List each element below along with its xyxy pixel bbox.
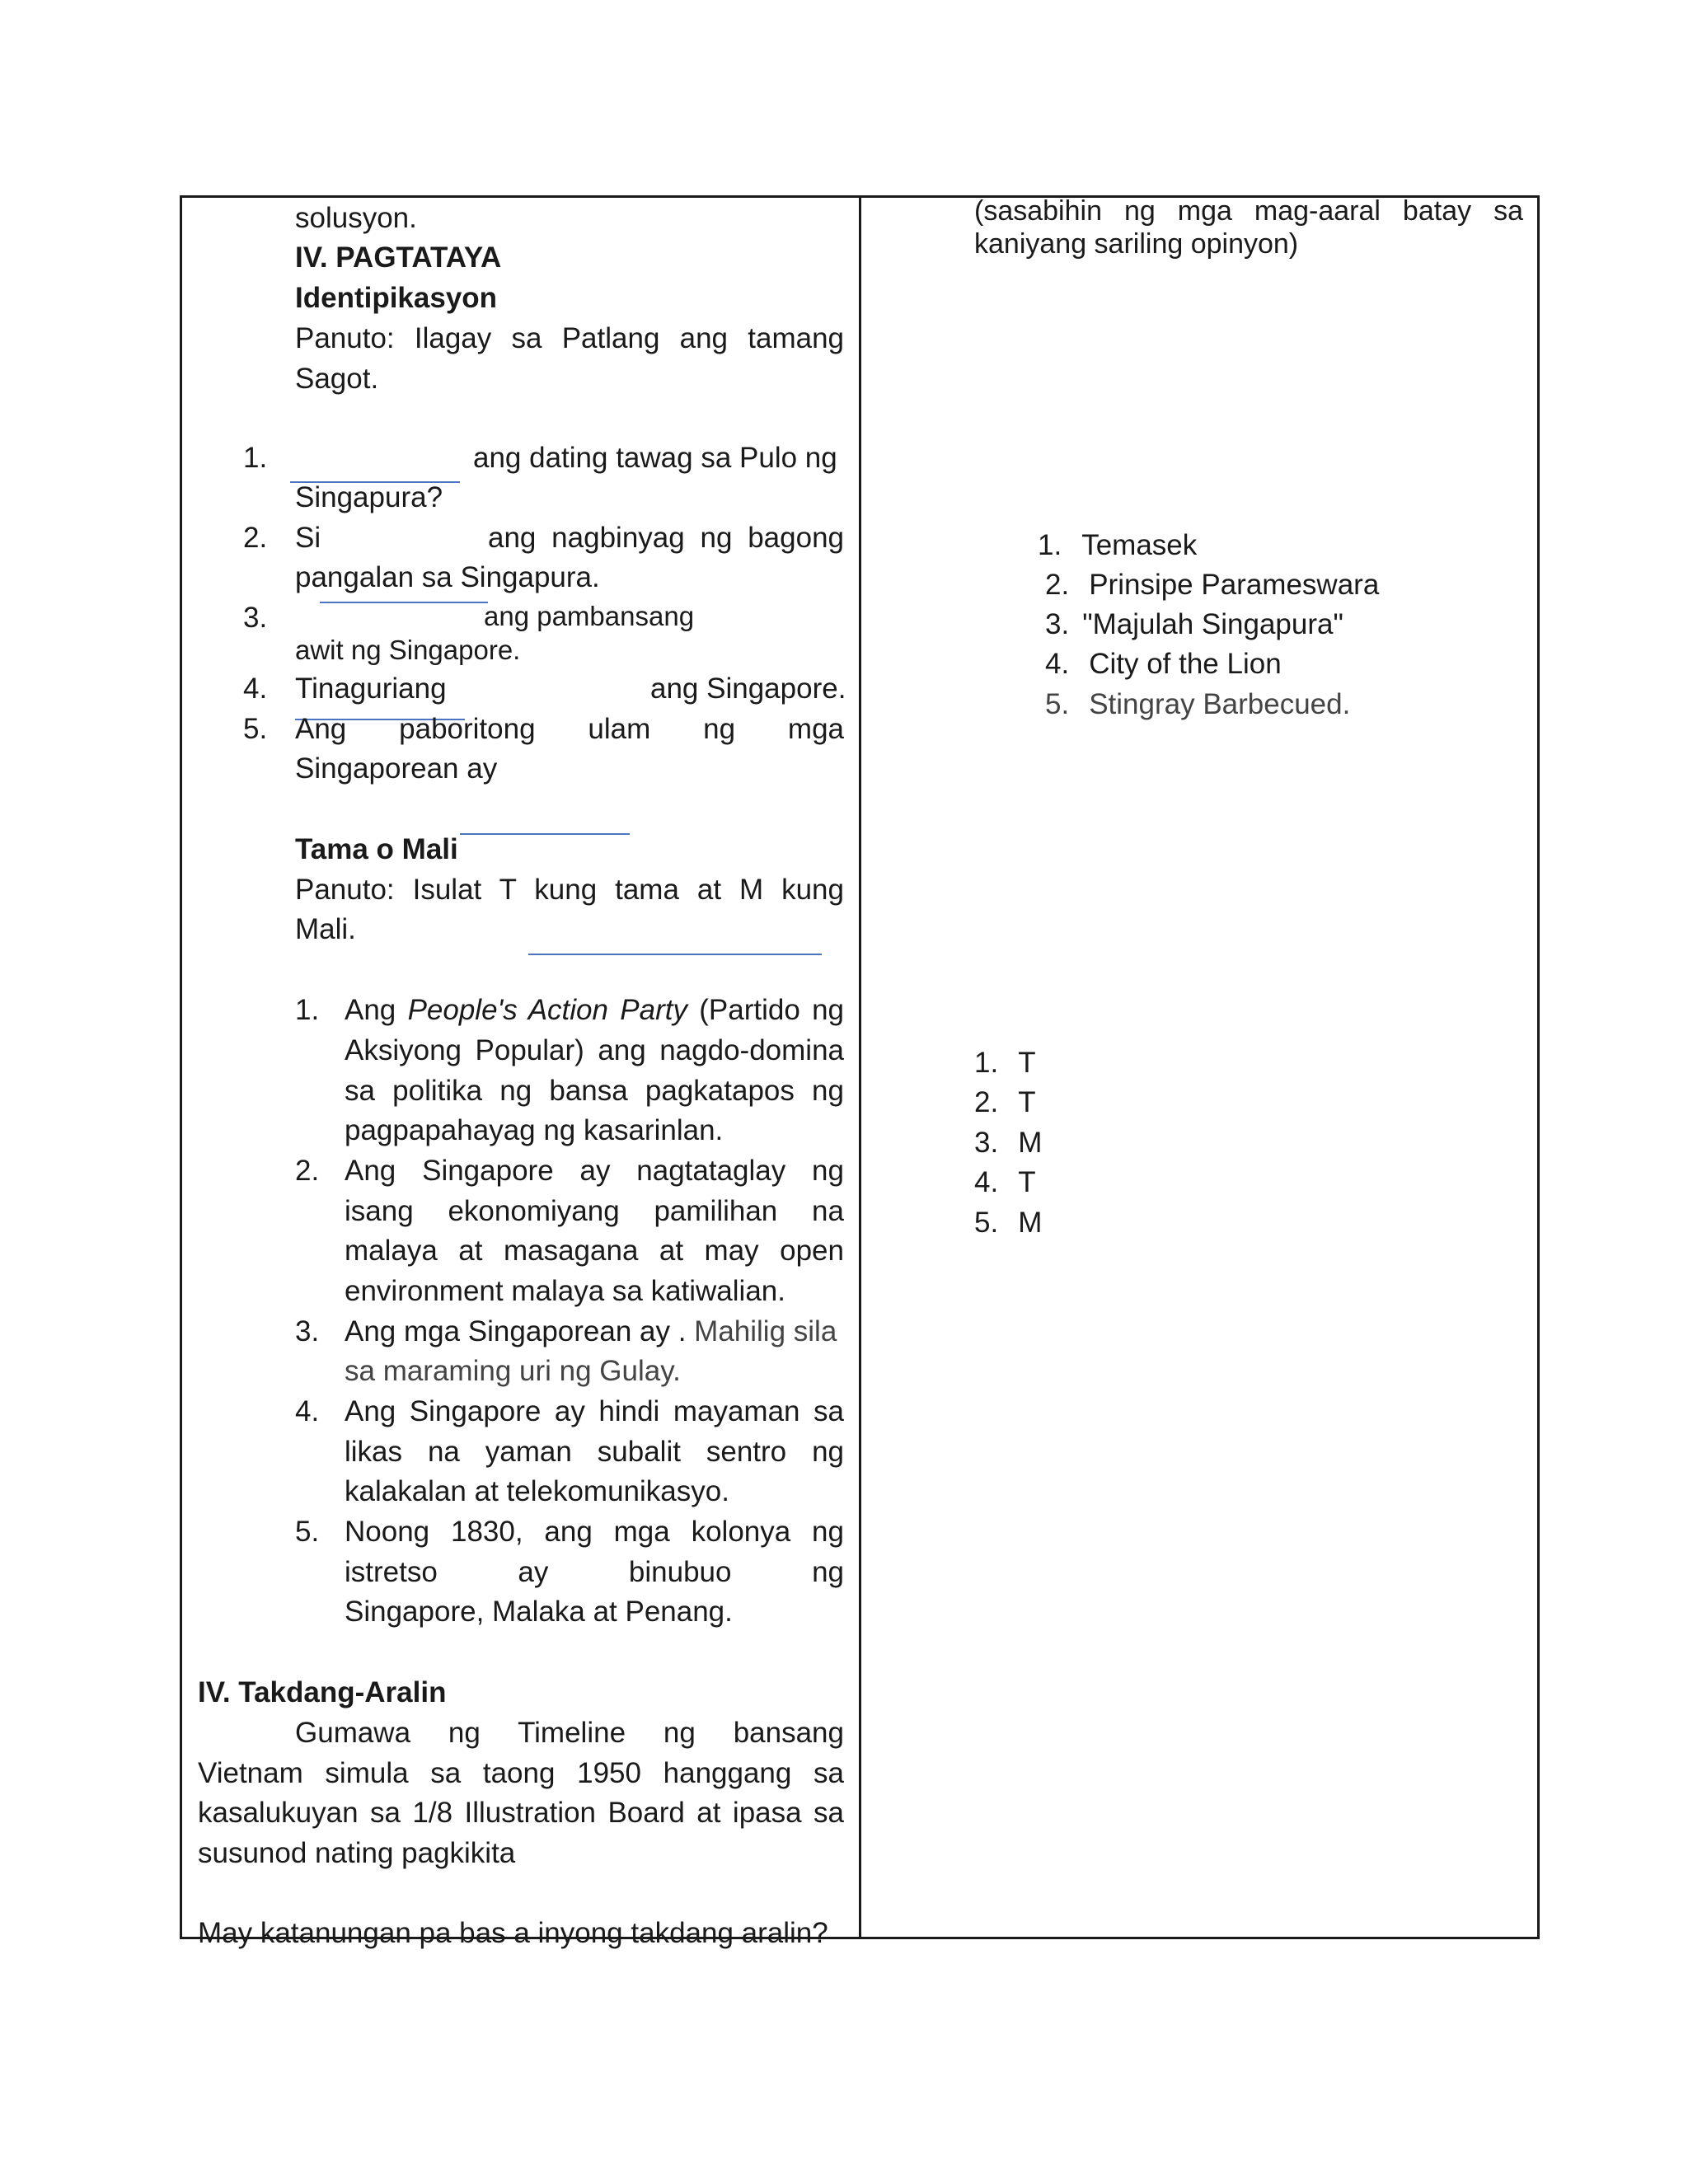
- identipikasyon-heading: Identipikasyon: [295, 282, 498, 314]
- tf-answer-item: 4. T: [974, 1166, 1036, 1198]
- answer-item: 3. "Majulah Singapura": [1045, 608, 1343, 640]
- tf-answer-item: 5. M: [974, 1207, 1043, 1239]
- right-column: [861, 195, 1537, 1937]
- section-pagtataya: IV. PAGTATAYA: [295, 241, 502, 274]
- previous-text: solusyon.: [295, 202, 417, 234]
- tama-o-mali-heading: Tama o Mali: [295, 833, 458, 865]
- identipikasyon-item: 2. Si ang nagbinyag ng bagong pangalan sa Singapura.: [182, 238, 859, 279]
- tama-o-mali-instruction-line2: Mali.: [295, 913, 356, 945]
- identipikasyon-item: 1. ang dating tawag sa Pulo ng Singapura?: [243, 442, 837, 513]
- answer-blank: [460, 833, 630, 835]
- answer-blank: [528, 954, 822, 955]
- takdang-aralin-line: kasalukuyan sa 1/8 Illustration Board at ipasa sa: [198, 1797, 844, 1829]
- answer-item: 1. Temasek: [1038, 529, 1198, 561]
- answer-item: 4. City of the Lion: [1045, 648, 1282, 680]
- tf-answer-item: 2. T: [974, 1086, 1036, 1118]
- identipikasyon-item: 4. Tinaguriang ang Singapore.: [182, 319, 859, 359]
- takdang-aralin-line: Vietnam simula sa taong 1950 hanggang sa: [198, 1757, 844, 1789]
- tf-answer-item: 3. M: [974, 1127, 1043, 1159]
- opinion-note-line1: (sasabihin ng mga mag-aaral batay sa: [974, 195, 1523, 227]
- opinion-note-line2: kaniyang sariling opinyon): [974, 228, 1299, 260]
- answer-item: 5. Stingray Barbecued.: [1045, 688, 1351, 720]
- takdang-aralin-heading: IV. Takdang-Aralin: [198, 1676, 447, 1708]
- answer-item: 2. Prinsipe Parameswara: [1045, 569, 1380, 601]
- identipikasyon-instruction-line2: Sagot.: [295, 363, 379, 395]
- answer-blank: [320, 602, 488, 603]
- identipikasyon-item: 5. Ang paboritong ulam ng mga Singaporean ay: [182, 359, 859, 400]
- takdang-aralin-line: Gumawa ng Timeline ng bansang: [295, 1717, 844, 1749]
- left-column: solusyon. IV. PAGTATAYA Identipikasyon Panuto: Ilagay sa Patlang ang tamang Sagot. 1. ang dating tawag sa Pulo ng Singapura? 2. Si ang nagbinyag ng bagong pangalan sa Singapura. 3. ang pambansang awit ng Singapore. 4. Tinaguriang ang Singapore. 5. Ang paboritong ulam ng mga Singaporean ay Tama o Mali Panuto: Isulat T kung tama at M kung Mali. 1. Ang People's Action Party (Partido ng Aksiyong Popular) ang nagdo-domina sa politika ng bansa pagkatapos ng pagpapahayag ng kasarinlan. 2. Ang Singapore ay nagtataglay ng isang ekonomiyang pamilihan na malaya at masagana at may open environment malaya sa katiwalian. 3. Ang mga Singaporean ay . Mahilig sila sa maraming uri ng Gulay. 4. Ang Singapore ay hindi mayaman sa likas na yaman subalit sentro ng kalakalan at telekomunikasyo. 5. Noong 1830, ang mga kolonya ng istretso ay binubuo ng Singapore, Malaka at Penang. IV. Takdang-Aralin Gumawa ng Timeline ng bansang Vietnam simula sa taong 1950 hanggang sa kasalukuyan sa 1/8 Illustration Board at ipasa sa susunod nating pagkikita May katanungan pa bas a inyong takdang aralin?: [182, 198, 861, 1937]
- identipikasyon-instruction-line1: Panuto: Ilagay sa Patlang ang tamang: [295, 322, 844, 354]
- tf-answer-item: 1. T: [974, 1047, 1036, 1079]
- identipikasyon-item: 3. ang pambansang awit ng Singapore.: [182, 279, 859, 319]
- tama-o-mali-instruction-line1: Panuto: Isulat T kung tama at M kung: [295, 874, 844, 906]
- takdang-aralin-question: May katanungan pa bas a inyong takdang aralin?: [198, 1917, 828, 1949]
- takdang-aralin-line: susunod nating pagkikita: [198, 1837, 516, 1869]
- lesson-table: [180, 195, 1540, 1949]
